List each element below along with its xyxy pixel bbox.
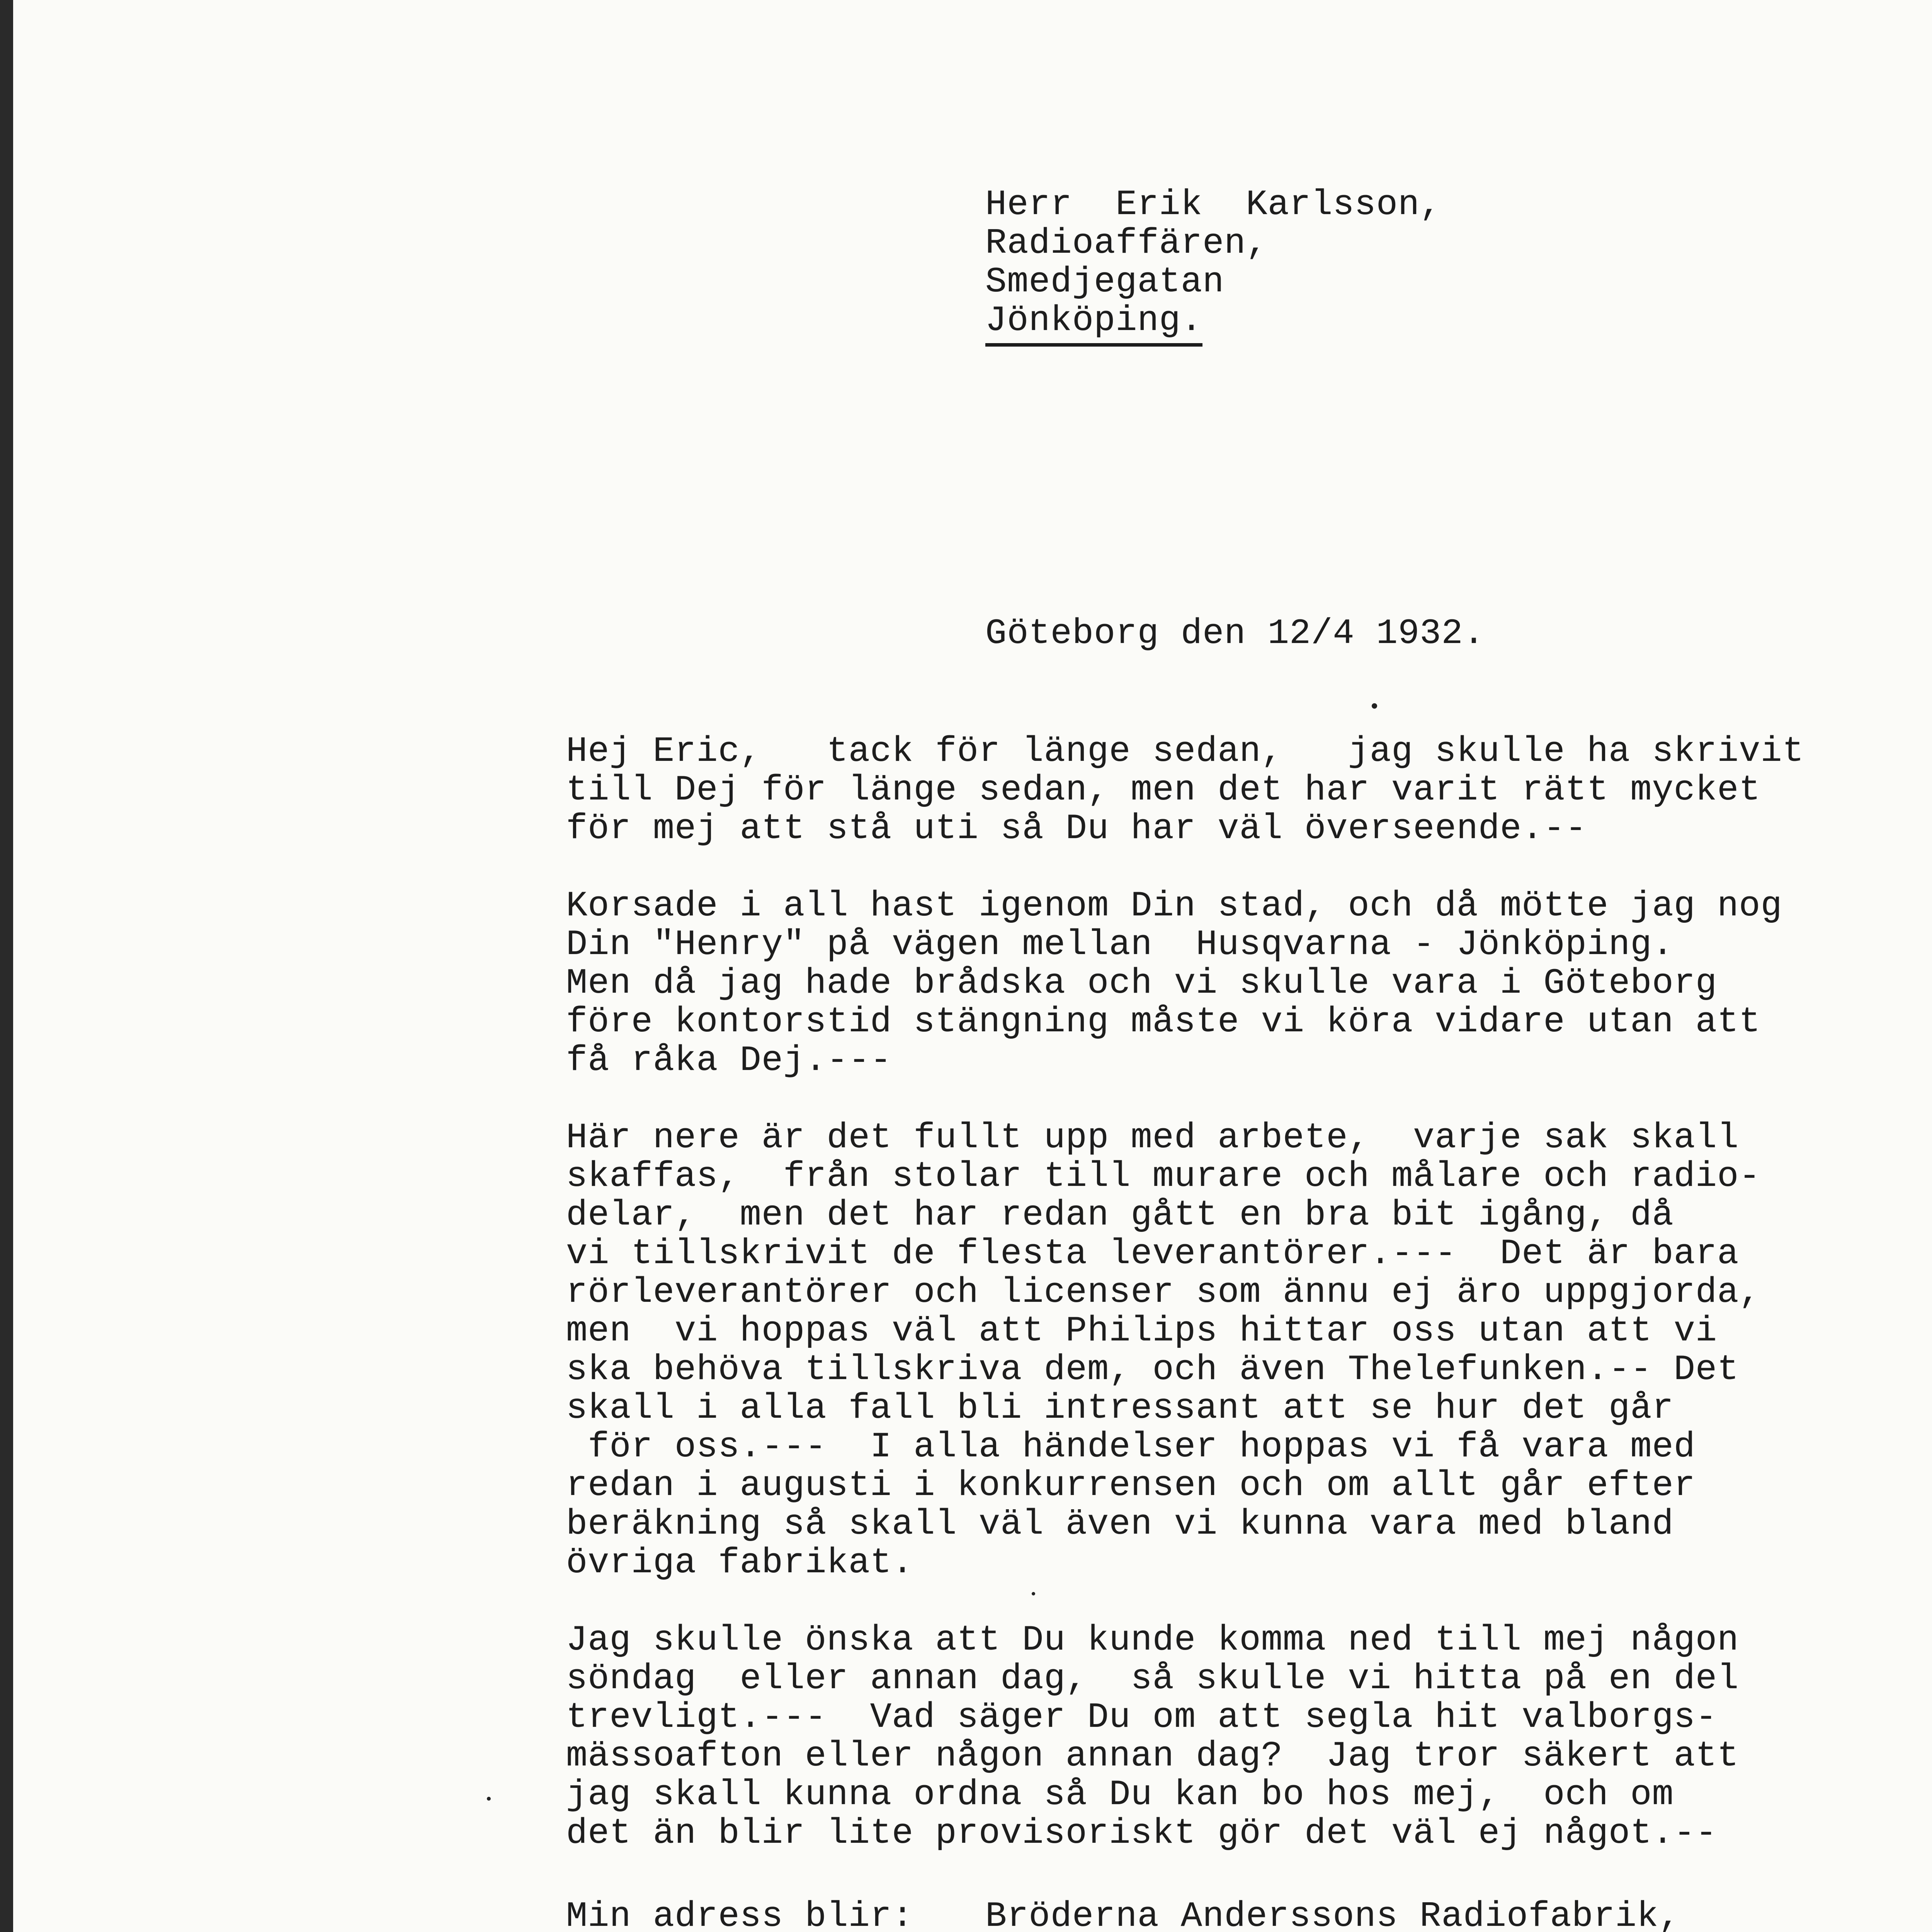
body-line: jag skall kunna ordna så Du kan bo hos mej, och om — [566, 1774, 1674, 1815]
body-line: skaffas, från stolar till murare och målare och radio- — [566, 1156, 1761, 1197]
body-line: före kontorstid stängning måste vi köra vidare utan att — [566, 1002, 1761, 1042]
date-line: Göteborg den 12/4 1932. — [985, 613, 1485, 654]
scan-speck — [1032, 1592, 1035, 1595]
body-line: vi tillskrivit de flesta leverantörer.--- Det är bara — [566, 1233, 1739, 1274]
body-line: för mej att stå uti så Du har väl överseende.-- — [566, 808, 1587, 849]
scan-speck — [487, 1797, 491, 1801]
body-line: till Dej för länge sedan, men det har varit rätt mycket — [566, 770, 1761, 810]
body-line: Din "Henry" på vägen mellan Husqvarna - Jönköping. — [566, 924, 1674, 965]
body-line: beräkning så skall väl även vi kunna vara med bland — [566, 1504, 1674, 1544]
body-line: ska behöva tillskriva dem, och även Thelefunken.-- Det — [566, 1349, 1739, 1390]
body-line: Hej Eric, tack för länge sedan, jag skulle ha skrivit — [566, 731, 1804, 772]
body-line: det än blir lite provisoriskt gör det väl ej något.-- — [566, 1813, 1718, 1854]
body-line: få råka Dej.--- — [566, 1040, 892, 1081]
body-line: Jag skulle önska att Du kunde komma ned till mej någon — [566, 1620, 1739, 1660]
recipient-street: Smedjegatan — [985, 262, 1225, 302]
address-label-work: Min adress blir: — [566, 1896, 914, 1932]
recipient-name: Herr Erik Karlsson, — [985, 184, 1442, 225]
scan-speck — [1372, 703, 1377, 709]
body-line: för oss.--- I alla händelser hoppas vi få vara med — [566, 1427, 1696, 1467]
work-address-company: Bröderna Anderssons Radiofabrik, — [985, 1896, 1680, 1932]
body-line: trevligt.--- Vad säger Du om att segla hit valborgs- — [566, 1697, 1718, 1738]
body-line: Men då jag hade brådska och vi skulle vara i Göteborg — [566, 963, 1718, 1003]
scan-edge — [0, 0, 13, 1932]
body-line: redan i augusti i konkurrensen och om allt går efter — [566, 1465, 1696, 1506]
body-line: Här nere är det fullt upp med arbete, varje sak skall — [566, 1117, 1739, 1158]
body-line: söndag eller annan dag, så skulle vi hitta på en del — [566, 1658, 1739, 1699]
body-line: mässoafton eller någon annan dag? Jag tror säkert att — [566, 1736, 1739, 1776]
body-line: övriga fabrikat. — [566, 1543, 914, 1583]
recipient-city: Jönköping. — [985, 301, 1202, 347]
body-line: men vi hoppas väl att Philips hittar oss utan att vi — [566, 1311, 1718, 1351]
body-line: Korsade i all hast igenom Din stad, och då mötte jag nog — [566, 886, 1782, 926]
body-line: delar, men det har redan gått en bra bit igång, då — [566, 1195, 1674, 1235]
recipient-company: Radioaffären, — [985, 223, 1268, 264]
body-line: skall i alla fall bli intressant att se hur det går — [566, 1388, 1674, 1429]
body-line: rörleverantörer och licenser som ännu ej äro uppgjorda, — [566, 1272, 1761, 1313]
